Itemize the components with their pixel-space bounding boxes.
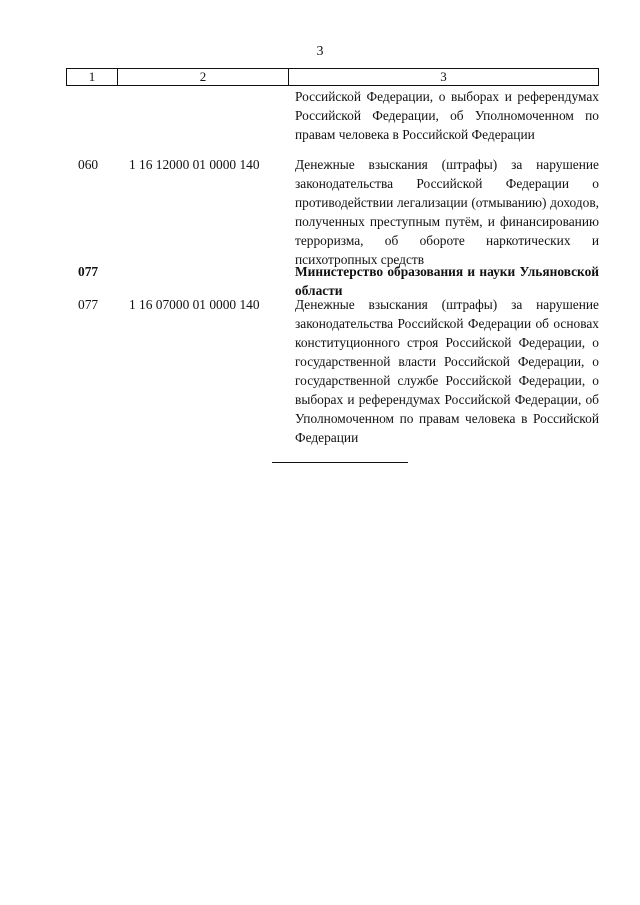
admin-code: 060 [78, 157, 99, 172]
header-col-1: 1 [67, 69, 118, 85]
page-number: 3 [316, 44, 324, 59]
revenue-description: Денежные взыскания (штрафы) за нарушение законодательства Российской Федерации об основах конституционного строя Российской Федерации, о государственной власти Российской Федерации, о государственной службе Российской Федерации, о выборах и референдумах Российской Федерации, об Уполномоченном по правам человека в Российской Федерации [295, 297, 599, 445]
budget-classification-code: 1 16 07000 01 0000 140 [129, 297, 260, 312]
budget-classification-code: 1 16 12000 01 0000 140 [129, 157, 260, 172]
ministry-name: Министерство образования и науки Ульяновской области [295, 264, 599, 298]
admin-code: 077 [78, 297, 99, 312]
admin-code: 077 [78, 264, 99, 279]
header-col-2: 2 [118, 69, 289, 85]
header-col-3: 3 [440, 69, 447, 84]
revenue-description: Денежные взыскания (штрафы) за нарушение законодательства Российской Федерации о противодействии легализации (отмыванию) доходов, полученных преступным путём, и финансированию терроризма, об обороте наркотических и психотропных средств [295, 157, 599, 267]
end-rule [272, 462, 408, 463]
table-header [66, 68, 599, 86]
continuation-text: Российской Федерации, о выборах и референдумах Российской Федерации, об Уполномоченном по правам человека в Российской Федерации [295, 89, 599, 142]
